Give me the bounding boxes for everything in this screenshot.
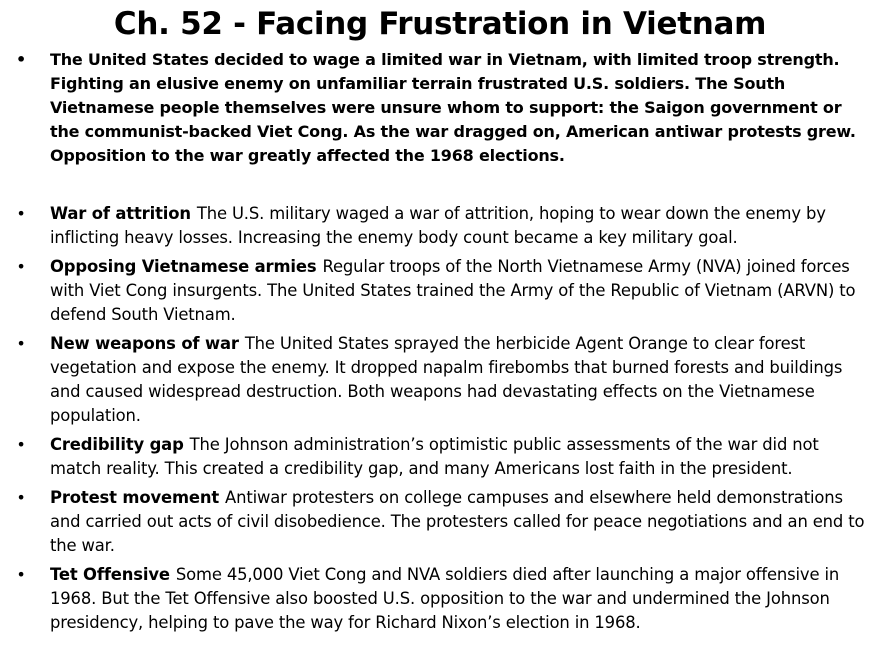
topic-bullet-credibility-gap [0,433,880,481]
bullet-list [0,48,880,640]
bullet-dot-icon: • [16,435,26,454]
topic-bullet-tet-offensive [0,563,880,635]
topic-text: Antiwar protesters on college campuses and elsewhere held demonstrations and carried out acts of civil disobedience. The protesters called for peace negotiations and an end to the war. [50,488,865,555]
topic-term: War of attrition [50,204,191,223]
topic-bullet-new-weapons [0,332,880,428]
topic-bullet-protest-movement [0,486,880,558]
intro-text: The United States decided to wage a limited war in Vietnam, with limited troop strength. Fighting an elusive enemy on unfamiliar terrain frustrated U.S. soldiers. The South Vietnamese people themselves were unsure whom to support: the Saigon government or the communist-backed Viet Cong. As the war dragged on, American antiwar protests grew. Opposition to the war greatly affected the 1968 elections. [50,50,856,165]
topic-term: Credibility gap [50,435,184,454]
topic-term: New weapons of war [50,334,239,353]
topic-text: The U.S. military waged a war of attrition, hoping to wear down the enemy by inflicting heavy losses. Increasing the enemy body count became a key military goal. [50,204,826,247]
intro-bullet [0,48,880,168]
topic-text: The Johnson administration’s optimistic public assessments of the war did not match reality. This created a credibility gap, and many Americans lost faith in the president. [50,435,819,478]
bullet-dot-icon: • [16,488,26,507]
topic-bullet-war-of-attrition [0,202,880,250]
topic-text: Regular troops of the North Vietnamese Army (NVA) joined forces with Viet Cong insurgents. The United States trained the Army of the Republic of Vietnam (ARVN) to defend South Vietnam. [50,257,856,324]
topic-bullet-opposing-armies [0,255,880,327]
bullet-dot-icon: • [16,565,26,584]
bullet-dot-icon: • [16,257,26,276]
topic-term: Tet Offensive [50,565,170,584]
slide-title: Ch. 52 - Facing Frustration in Vietnam [113,6,767,42]
topic-term: Protest movement [50,488,220,507]
bullet-dot-icon: • [16,204,26,223]
topic-text: Some 45,000 Viet Cong and NVA soldiers died after launching a major offensive in 1968. But the Tet Offensive also boosted U.S. opposition to the war and undermined the Johnson presidency, helping to pave the way for Richard Nixon’s election in 1968. [50,565,840,632]
bullet-dot-icon: • [16,334,26,353]
bullet-dot-icon: • [15,50,27,69]
topic-text: The United States sprayed the herbicide Agent Orange to clear forest vegetation and expose the enemy. It dropped napalm firebombs that burned forests and buildings and caused widespread destruction. Both weapons had devastating effects on the Vietnamese population. [50,334,843,425]
topic-term: Opposing Vietnamese armies [50,257,317,276]
